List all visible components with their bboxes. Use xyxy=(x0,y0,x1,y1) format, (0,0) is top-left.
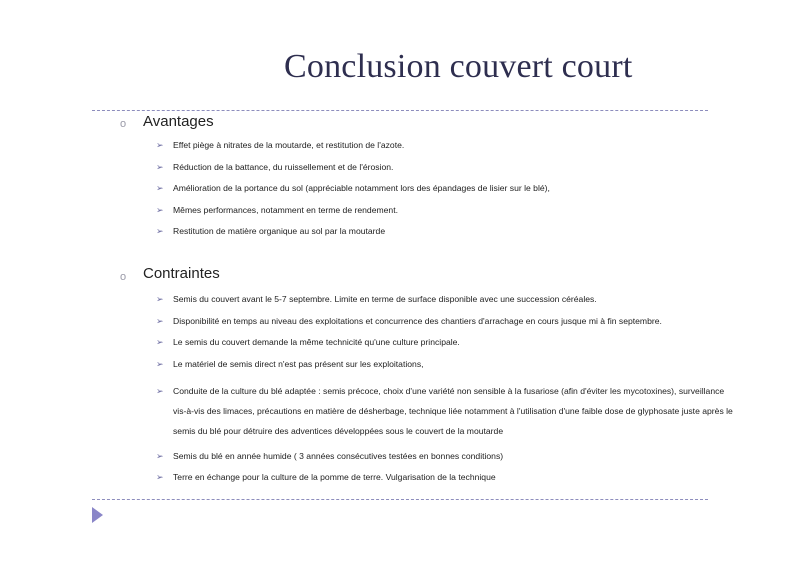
arrow-bullet-icon: ➢ xyxy=(156,205,164,215)
arrow-bullet-icon: ➢ xyxy=(156,162,164,172)
arrow-bullet-icon: ➢ xyxy=(156,183,164,193)
arrow-bullet-icon: ➢ xyxy=(156,316,164,326)
arrow-bullet-icon: ➢ xyxy=(156,386,164,396)
arrow-bullet-icon: ➢ xyxy=(156,226,164,236)
arrow-bullet-icon: ➢ xyxy=(156,359,164,369)
arrow-bullet-icon: ➢ xyxy=(156,472,164,482)
section-bullet-icon: o xyxy=(120,118,127,130)
section-heading-contraintes: Contraintes xyxy=(143,265,220,282)
arrow-bullet-icon: ➢ xyxy=(156,294,164,304)
triangle-corner-icon xyxy=(92,507,103,523)
top-divider xyxy=(92,110,708,111)
bottom-divider xyxy=(92,499,708,500)
section-bullet-icon: o xyxy=(120,271,127,283)
arrow-bullet-icon: ➢ xyxy=(156,140,164,150)
arrow-bullet-icon: ➢ xyxy=(156,337,164,347)
arrow-bullet-icon: ➢ xyxy=(156,451,164,461)
section-heading-avantages: Avantages xyxy=(143,113,214,130)
slide-title: Conclusion couvert court xyxy=(284,48,633,85)
